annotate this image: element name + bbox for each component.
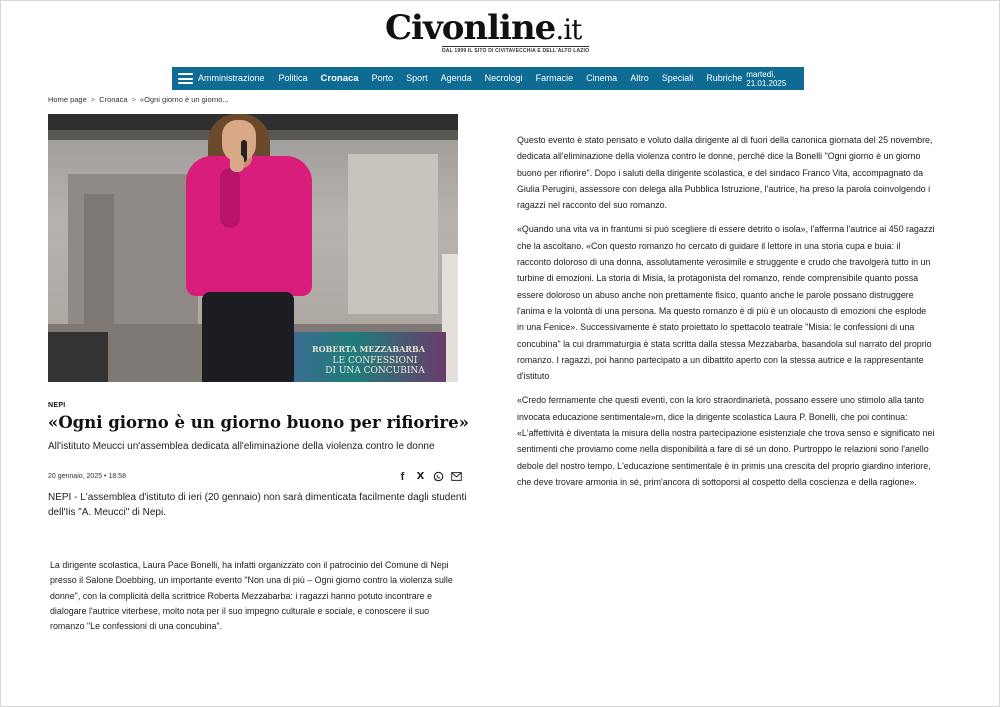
breadcrumb: Home page > Cronaca > «Ogni giorno è un giorno... <box>48 95 229 104</box>
article-paragraph-3: «Quando una vita va in frantumi si può scegliere di essere detrito o isola», l'afferma l'autrice ai 450 ragazzi che la ascoltano. «Con questo romanzo ho cercato di guidare il lettore in una storia cupa e buia: il racconto doloroso di una donna, assolutamente verosimile e struggente e crudo che travolgerà tutto in un turbine di emozioni. La storia di Misia, la protagonista del romanzo, rende comprensibile quanto possa essere doloroso un abuso anche non prettamente fisico, quanto anche le parole possano distruggere l'anima e la volontà di una persona. Ma questo romanzo è di più è un olocausto di emozioni che esplode in una Fenice». Successivamente è stato proiettato lo spettacolo teatrale "Misia: le confessioni di una concubina" la cui drammaturgia è stata scritta dalla stessa Mezzabarba, basandola sul narrato del proprio romanzo. I ragazzi, poi hanno partecipato a un dibattito aperto con la stessa autrice e la rappresentante d'istituto <box>517 224 935 382</box>
nav-item-porto[interactable]: Porto <box>371 73 394 83</box>
email-icon[interactable] <box>451 471 462 482</box>
article-hero-image <box>48 114 458 382</box>
nav-item-rubriche[interactable]: Rubriche <box>706 73 743 83</box>
book-title: LE CONFESSIONI DI UNA CONCUBINA <box>325 356 425 376</box>
article-lead: NEPI - L'assemblea d'istituto di ieri (20 gennaio) non sarà dimenticata facilmente dagli studenti dell'Iis "A. Meucci" di Nepi. <box>48 492 467 518</box>
nav-item-amministrazione[interactable]: Amministrazione <box>198 73 265 83</box>
article-kicker[interactable]: NEPI <box>48 402 66 409</box>
nav-date-value: 21.01.2025 <box>746 79 787 88</box>
nav-item-necrologi[interactable]: Necrologi <box>484 73 523 83</box>
nav-item-sport[interactable]: Sport <box>406 73 428 83</box>
article-subtitle: All'istituto Meucci un'assemblea dedicata all'eliminazione della violenza contro le donne <box>48 441 435 452</box>
nav-date <box>746 70 786 88</box>
book-cover <box>294 332 446 382</box>
menu-toggle[interactable] <box>178 67 279 90</box>
nav-date-day: martedì, <box>746 70 776 79</box>
breadcrumb-home[interactable]: Home page <box>48 95 87 104</box>
article-title: «Ogni giorno è un giorno buono per rifiorire» <box>48 413 469 432</box>
nav-item-farmacie[interactable]: Farmacie <box>535 73 574 83</box>
x-icon[interactable]: X <box>416 471 425 482</box>
hamburger-icon <box>178 73 193 84</box>
nav-item-speciali[interactable]: Speciali <box>661 73 694 83</box>
article-body-right <box>517 132 935 498</box>
article-paragraph-2: Questo evento è stato pensato e voluto dalla dirigente al di fuori della canonica giornata del 25 novembre, dedicata all'eliminazione della violenza contro le donne, perché dice la Bonelli "Ogni giorno è un giorno buono per rifiorire". Dopo i saluti della dirigente scolastica, e del sindaco Franco Vita, accompagnato da Giulia Perugini, assessore con delega alla Pubblica Istruzione, l'autrice, ha preso la parola coinvolgendo i ragazzi nel racconto del suo romanzo. <box>517 135 933 211</box>
nav-item-cronaca[interactable]: Cronaca <box>320 73 359 84</box>
site-logo[interactable] <box>385 10 595 58</box>
nav-item-agenda[interactable]: Agenda <box>440 73 472 83</box>
main-nav <box>172 67 804 90</box>
nav-item-altro[interactable]: Altro <box>630 73 649 83</box>
share-bar <box>397 471 462 482</box>
article-date: 20 gennaio, 2025 • 18:58 <box>48 473 126 480</box>
logo-text: Civonline.it <box>385 8 582 48</box>
nav-item-cinema[interactable]: Cinema <box>586 73 618 83</box>
article-paragraph-4: «Credo fermamente che questi eventi, con la loro straordinarietà, possano essere uno stimolo alla tanto invocata educazione sentimentale»m, dice la dirigente scolastica Laura P. Bonelli, che poi continua: «L'affettività è diventata la misura della nostra partecipazione esistenziale che trova senso e significato nei sentimenti che proviamo come nella disponibilità a fare di sé un dono. Purtroppo le relazioni sono l'anello debole del nostro tempo. L'educazione sentimentale è in primis una crescita del proprio giardino interiore, che deve trovare armonia in sé, prim'ancora di sottoporsi al cospetto della coscienza e della ragione». <box>517 395 935 487</box>
article-paragraph-1: La dirigente scolastica, Laura Pace Bonelli, ha infatti organizzato con il patrocinio del Comune di Nepi presso il Salone Doebbing, un importante evento "Non una di più – Ogni giorno contro la violenza sulle donne", con la complicità della scrittrice Roberta Mezzabarba: i ragazzi hanno potuto incontrare e dialogare l'autrice viterbese, molto nota per il suo impegno culturale e sociale, e conoscere il suo romanzo "Le confessioni di una concubina". <box>50 560 453 632</box>
whatsapp-icon[interactable] <box>433 471 444 482</box>
logo-tagline: DAL 1999 IL SITO DI CIVITAVECCHIA E DELL'ALTO LAZIO <box>442 48 590 54</box>
breadcrumb-current: «Ogni giorno è un giorno... <box>139 95 229 104</box>
nav-item-politica[interactable]: Politica <box>278 73 308 83</box>
book-author: ROBERTA MEZZABARBA <box>312 344 425 354</box>
breadcrumb-section[interactable]: Cronaca <box>99 95 128 104</box>
facebook-icon[interactable]: f <box>400 470 405 483</box>
